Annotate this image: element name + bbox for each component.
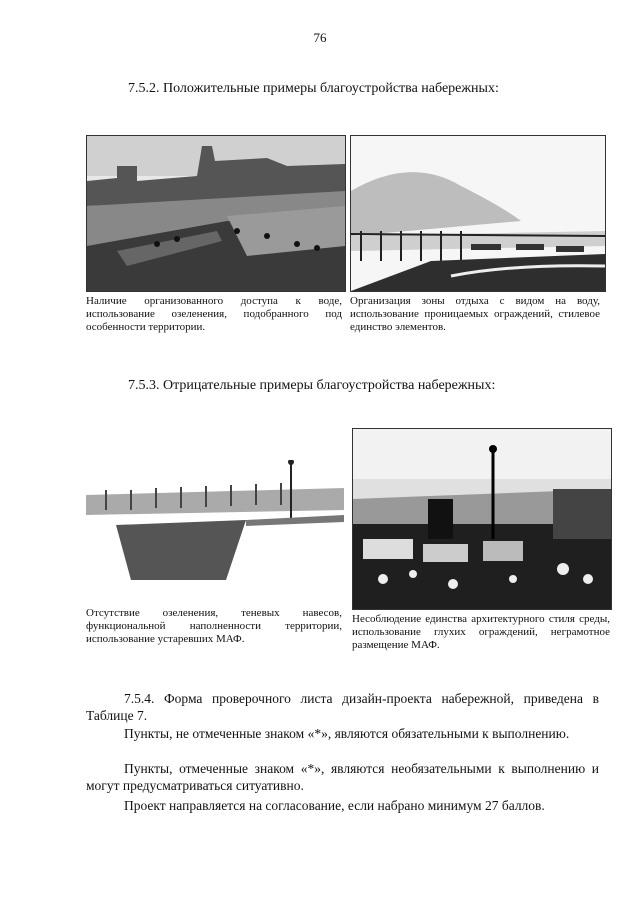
page-number: 76 — [313, 30, 327, 45]
positive-caption-2: Организация зоны отдыха с видом на воду, использование проницаемых ограждений, стилевое единство элементов. — [350, 295, 600, 333]
section-heading-negative: 7.5.3. Отрицательные примеры благоустройства набережных: — [128, 378, 496, 393]
promenade-railing-photo-icon — [350, 135, 606, 292]
paragraph-optional-items: Пункты, отмеченные знаком «*», являются необязательными к выполнению и могут предусматриваться ситуативно. — [86, 761, 599, 793]
cluttered-embankment-photo-icon — [352, 428, 612, 610]
paragraph-approval-threshold: Проект направляется на согласование, если набрано минимум 27 баллов. — [124, 798, 545, 813]
section-heading-positive: 7.5.2. Положительные примеры благоустройства набережных: — [128, 81, 499, 96]
positive-caption-1: Наличие организованного доступа к воде, использование озеленения, подобранного под особенности территории. — [86, 295, 342, 333]
negative-caption-1: Отсутствие озеленения, теневых навесов, функциональной наполненности территории, использование устаревших МАФ. — [86, 607, 342, 645]
paragraph-mandatory-items: Пункты, не отмеченные знаком «*», являются обязательными к выполнению. — [124, 726, 570, 741]
waterfront-access-photo-icon — [86, 135, 346, 292]
bare-embankment-photo-icon — [86, 460, 344, 580]
negative-caption-2: Несоблюдение единства архитектурного стиля среды, использование глухих ограждений, неграмотное размещение МАФ. — [352, 613, 610, 651]
paragraph-checklist-form: 7.5.4. Форма проверочного листа дизайн-проекта набережной, приведена в Таблице 7. — [86, 691, 599, 723]
